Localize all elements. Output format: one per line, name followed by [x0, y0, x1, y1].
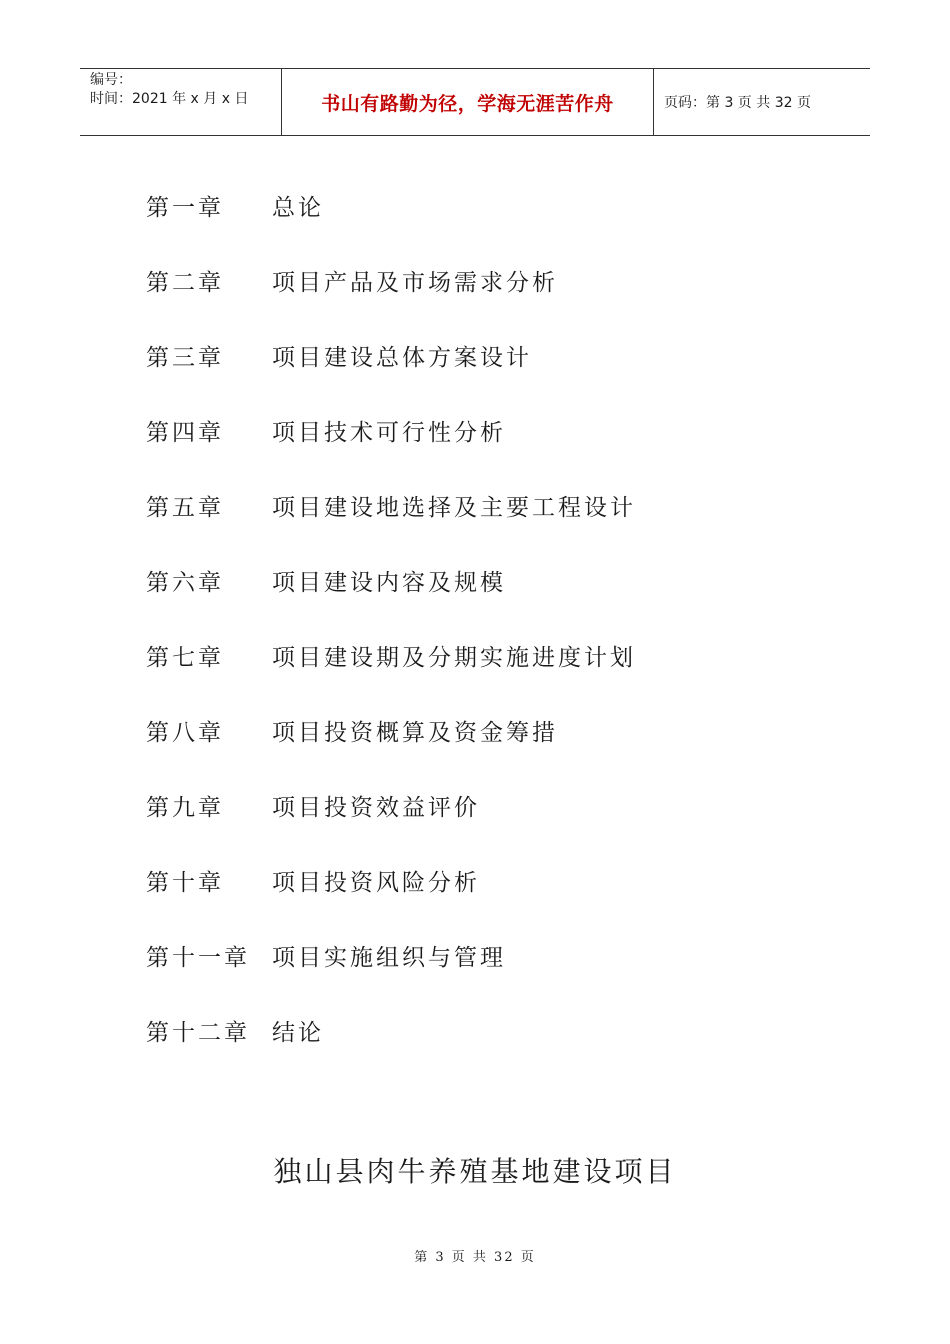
toc-item: [146, 1015, 636, 1090]
toc-item: [146, 565, 636, 640]
toc-chapter-title: 项目建设地选择及主要工程设计: [272, 495, 636, 521]
toc-chapter-title: 项目技术可行性分析: [272, 420, 506, 446]
toc-item: [146, 415, 636, 490]
header-page-info-cell: [654, 69, 870, 135]
header-motto: 书山有路勤为径，学海无涯苦作舟: [321, 92, 614, 115]
toc-chapter-title: 结论: [272, 1020, 324, 1046]
toc-item: [146, 640, 636, 715]
toc-chapter-number: 第二章: [146, 270, 224, 296]
toc-chapter-number: 第九章: [146, 795, 224, 821]
toc-chapter-number: 第七章: [146, 645, 224, 671]
toc-chapter-title: 总论: [272, 195, 324, 221]
toc-chapter-title: 项目投资效益评价: [272, 795, 480, 821]
toc-chapter-number: 第十二章: [146, 1020, 250, 1046]
toc-chapter-number: 第五章: [146, 495, 224, 521]
toc-chapter-title: 项目建设总体方案设计: [272, 345, 532, 371]
toc-item: [146, 865, 636, 940]
toc-chapter-number: 第四章: [146, 420, 224, 446]
toc-item: [146, 790, 636, 865]
toc-chapter-title: 项目建设期及分期实施进度计划: [272, 645, 636, 671]
toc-item: [146, 265, 636, 340]
toc-chapter-title: 项目实施组织与管理: [272, 945, 506, 971]
toc-chapter-number: 第十一章: [146, 945, 250, 971]
toc-chapter-number: 第三章: [146, 345, 224, 371]
toc-chapter-title: 项目投资概算及资金筹措: [272, 720, 558, 746]
toc-chapter-number: 第六章: [146, 570, 224, 596]
toc-item: [146, 340, 636, 415]
header-page-info: 页码：第 3 页 共 32 页: [664, 95, 811, 111]
toc-chapter-title: 项目投资风险分析: [272, 870, 480, 896]
document-number-label: 编号：: [90, 72, 132, 88]
project-title: 独山县肉牛养殖基地建设项目: [273, 1155, 677, 1188]
header-motto-cell: [282, 69, 654, 135]
table-of-contents: [146, 190, 636, 1090]
toc-item: [146, 190, 636, 265]
toc-item: [146, 715, 636, 790]
header-meta: [80, 69, 282, 135]
toc-chapter-title: 项目产品及市场需求分析: [272, 270, 558, 296]
toc-chapter-number: 第十章: [146, 870, 224, 896]
page-footer: 第 3 页 共 32 页: [414, 1250, 536, 1265]
toc-item: [146, 940, 636, 1015]
toc-chapter-title: 项目建设内容及规模: [272, 570, 506, 596]
document-time: 时间：2021 年 x 月 x 日: [90, 91, 249, 107]
toc-item: [146, 490, 636, 565]
toc-chapter-number: 第八章: [146, 720, 224, 746]
page-header: [80, 68, 870, 136]
toc-chapter-number: 第一章: [146, 195, 224, 221]
